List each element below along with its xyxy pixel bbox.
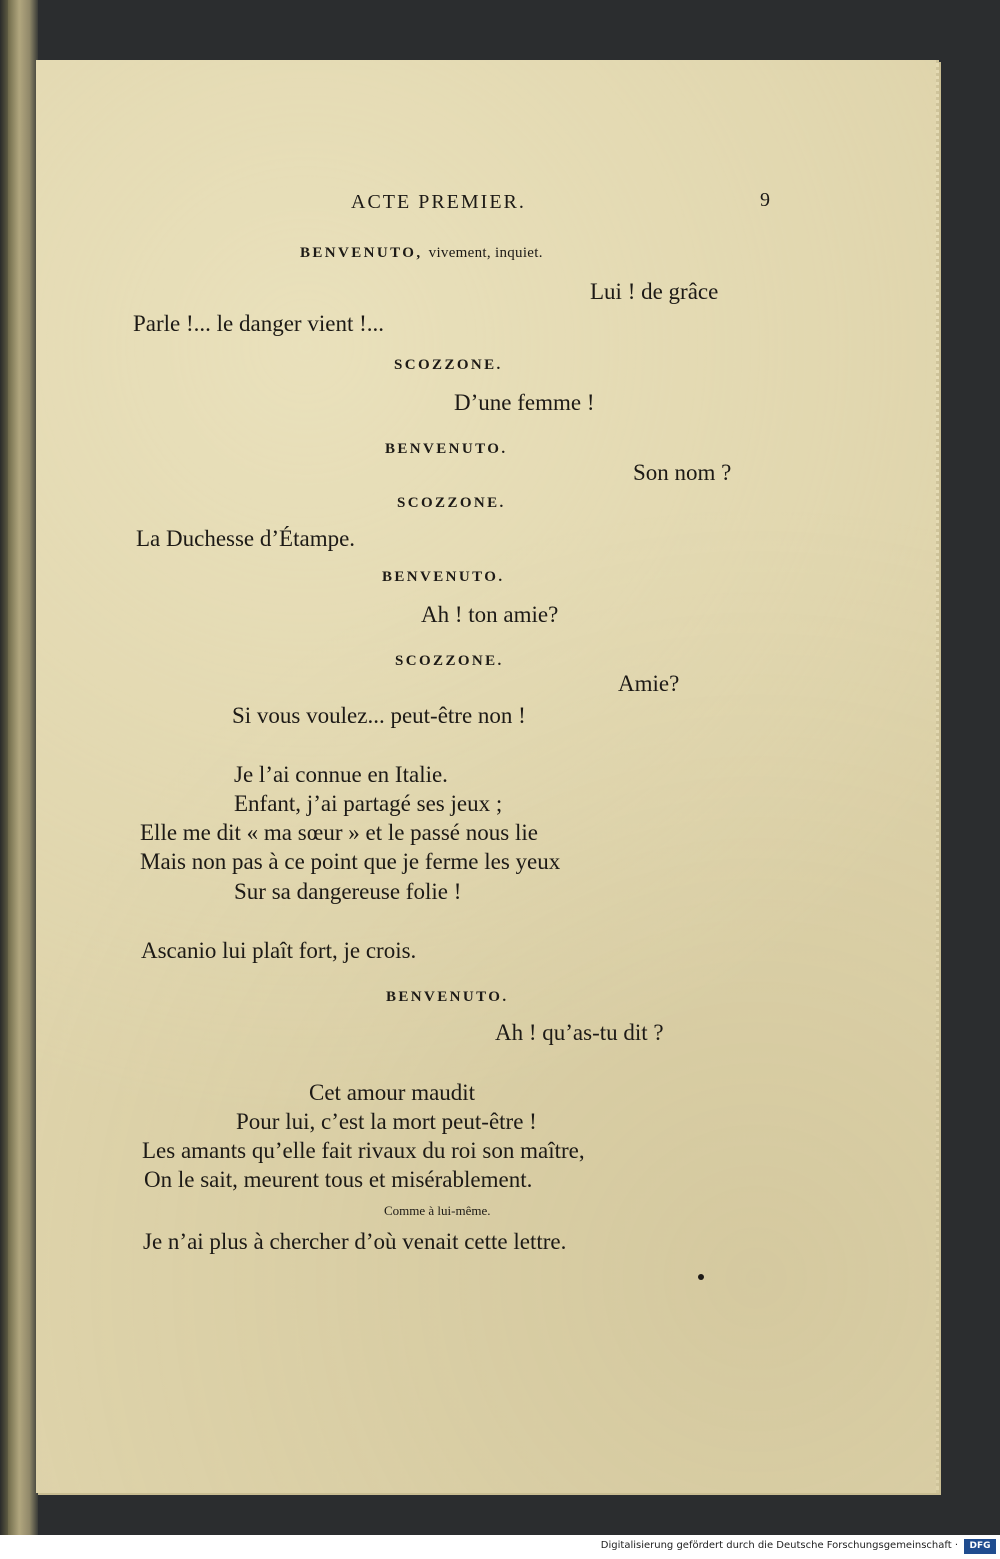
verse-line: Son nom ? — [633, 460, 732, 485]
verse-line: Lui ! de grâce — [590, 279, 719, 304]
speaker-scozzone: SCOZZONE. — [395, 653, 504, 669]
verse-line: Parle !... le danger vient !... — [133, 311, 384, 336]
verse-line: Cet amour maudit — [309, 1080, 476, 1105]
verse-line: Ascanio lui plaît fort, je crois. — [141, 938, 417, 963]
stage-direction: vivement, inquiet. — [428, 245, 543, 261]
speaker-benvenuto — [300, 246, 543, 261]
digitization-footer — [0, 1535, 1000, 1559]
dfg-logo: DFG — [964, 1539, 996, 1554]
verse-line: Je l’ai connue en Italie. — [234, 762, 448, 787]
verse-line: Si vous voulez... peut-être non ! — [232, 703, 526, 728]
stage-direction: Comme à lui-même. — [384, 1203, 491, 1218]
previous-page-edge — [8, 0, 30, 1535]
speaker-scozzone: SCOZZONE. — [394, 357, 503, 373]
verse-line: La Duchesse d’Étampe. — [136, 526, 356, 551]
speaker-benvenuto: BENVENUTO. — [382, 569, 505, 585]
verse-line: Je n’ai plus à chercher d’où venait cette lettre. — [143, 1229, 567, 1254]
verse-line: On le sait, meurent tous et misérablement. — [144, 1167, 533, 1192]
verse-line: Elle me dit « ma sœur » et le passé nous lie — [140, 820, 538, 845]
page-number: 9 — [760, 189, 772, 211]
verse-line: D’une femme ! — [454, 390, 595, 415]
verse-line: Mais non pas à ce point que je ferme les yeux — [140, 849, 561, 874]
verse-line: Enfant, j’ai partagé ses jeux ; — [234, 791, 503, 816]
verse-line: Amie? — [618, 671, 680, 696]
verse-line: Ah ! ton amie? — [421, 602, 559, 627]
verse-line: Ah ! qu’as-tu dit ? — [495, 1020, 664, 1045]
verse-line: Les amants qu’elle fait rivaux du roi son maître, — [142, 1138, 585, 1163]
verse-line: Pour lui, c’est la mort peut-être ! — [236, 1109, 537, 1134]
ink-dot — [698, 1274, 704, 1280]
speaker-benvenuto: BENVENUTO. — [386, 989, 509, 1005]
speaker-name: BENVENUTO, — [300, 245, 423, 261]
speaker-benvenuto: BENVENUTO. — [385, 441, 508, 457]
speaker-scozzone: SCOZZONE. — [397, 495, 506, 511]
running-header: ACTE PREMIER. — [351, 191, 526, 213]
verse-line: Sur sa dangereuse folie ! — [234, 879, 462, 904]
book-page — [36, 60, 939, 1493]
funding-credit: Digitalisierung gefördert durch die Deutsche Forschungsgemeinschaft · — [600, 1540, 958, 1551]
